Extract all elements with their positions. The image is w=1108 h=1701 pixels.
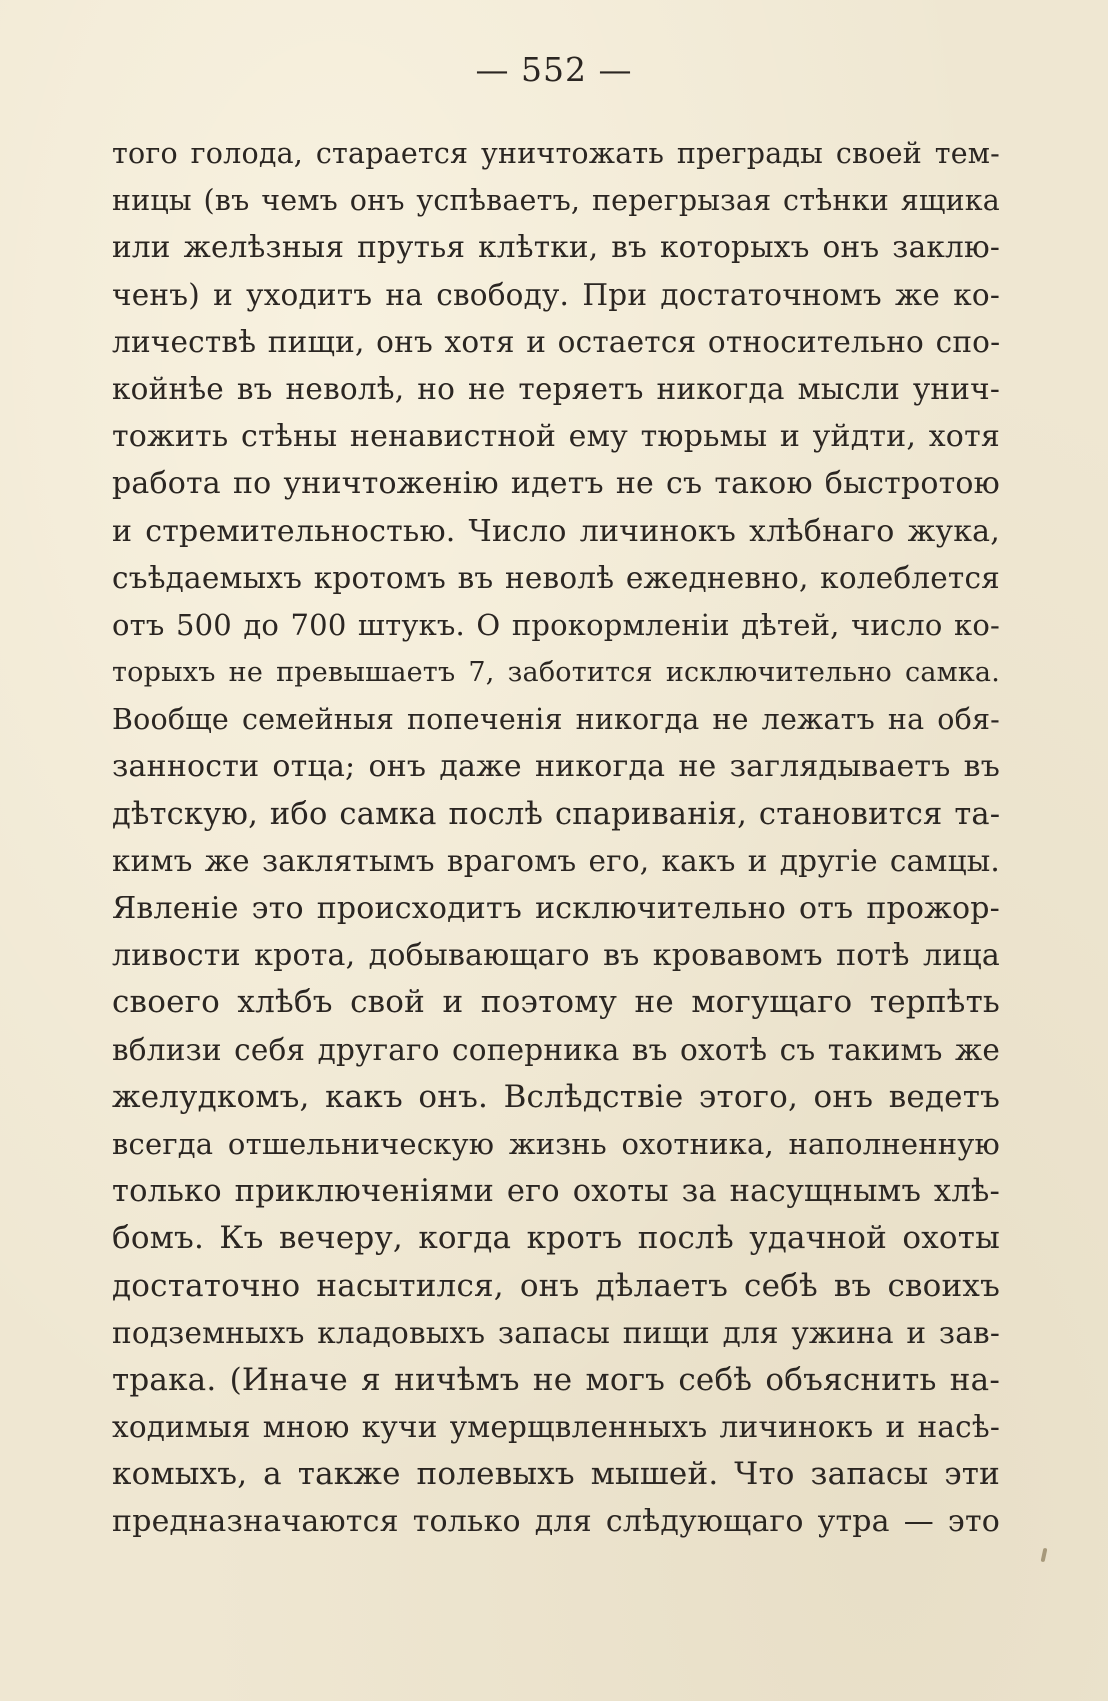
text-line: подземныхъ кладовыхъ запасы пищи для ужина и зав-	[112, 1315, 1000, 1350]
text-line: дѣтскую, ибо самка послѣ спариванія, становится та-	[112, 796, 1000, 832]
text-line: съѣдаемыхъ кротомъ въ неволѣ ежедневно, колеблется	[112, 560, 1000, 595]
text-line: ходимыя мною кучи умерщвленныхъ личинокъ и насѣ-	[112, 1410, 1000, 1445]
text-line: занности отца; онъ даже никогда не заглядываетъ въ	[112, 749, 1000, 785]
text-line: тожить стѣны ненавистной ему тюрьмы и уйдти, хотя	[112, 419, 1000, 455]
text-line: своего хлѣбъ свой и поэтому не могущаго терпѣть	[112, 984, 1000, 1021]
text-line: комыхъ, а также полевыхъ мышей. Что запасы эти	[112, 1456, 1000, 1493]
text-line: ливости крота, добывающаго въ кровавомъ потѣ лица	[112, 938, 1000, 974]
text-line: работа по уничтоженію идетъ не съ такою быстротою	[112, 466, 1000, 502]
text-line: торыхъ не превышаетъ 7, заботится исключительно самка.	[112, 657, 1000, 689]
paper-speck	[1041, 1548, 1048, 1563]
text-line: Вообще семейныя попеченія никогда не лежатъ на обя-	[112, 703, 1000, 737]
text-line: кимъ же заклятымъ врагомъ его, какъ и другіе самцы.	[112, 843, 1000, 878]
text-line: предназначаются только для слѣдующаго утра — это	[112, 1504, 1000, 1540]
text-line: или желѣзныя прутья клѣтки, въ которыхъ онъ заклю-	[112, 230, 1000, 265]
page-number: — 552 —	[475, 50, 633, 89]
text-line: того голода, старается уничтожать преграды своей тем-	[112, 137, 1000, 170]
text-line: достаточно насытился, онъ дѣлаетъ себѣ въ своихъ	[112, 1267, 1000, 1304]
text-line: ницы (въ чемъ онъ успѣваетъ, перегрызая стѣнки ящика	[112, 184, 1000, 218]
text-line: вблизи себя другаго соперника въ охотѣ съ такимъ же	[112, 1032, 1000, 1067]
text-line: трака. (Иначе я ничѣмъ не могъ себѣ объяснить на-	[112, 1361, 1000, 1398]
body-text	[112, 130, 1000, 1546]
text-line: только приключеніями его охоты за насущнымъ хлѣ-	[112, 1174, 1000, 1210]
text-line: койнѣе въ неволѣ, но не теряетъ никогда мысли унич-	[112, 371, 1000, 406]
text-line: и стремительностью. Число личинокъ хлѣбнаго жука,	[112, 513, 1000, 549]
text-line: желудкомъ, какъ онъ. Вслѣдствіе этого, онъ ведетъ	[112, 1078, 1000, 1115]
text-line: всегда отшельническую жизнь охотника, наполненную	[112, 1126, 1000, 1161]
text-line: бомъ. Къ вечеру, когда кротъ послѣ удачной охоты	[112, 1220, 1000, 1257]
text-line: отъ 500 до 700 штукъ. О прокормленіи дѣтей, число ко-	[112, 607, 1000, 642]
text-line: личествѣ пищи, онъ хотя и остается относительно спо-	[112, 324, 1000, 359]
text-line: Явленіе это происходитъ исключительно отъ прожор-	[112, 891, 1000, 926]
text-line: ченъ) и уходитъ на свободу. При достаточномъ же ко-	[112, 277, 1000, 312]
